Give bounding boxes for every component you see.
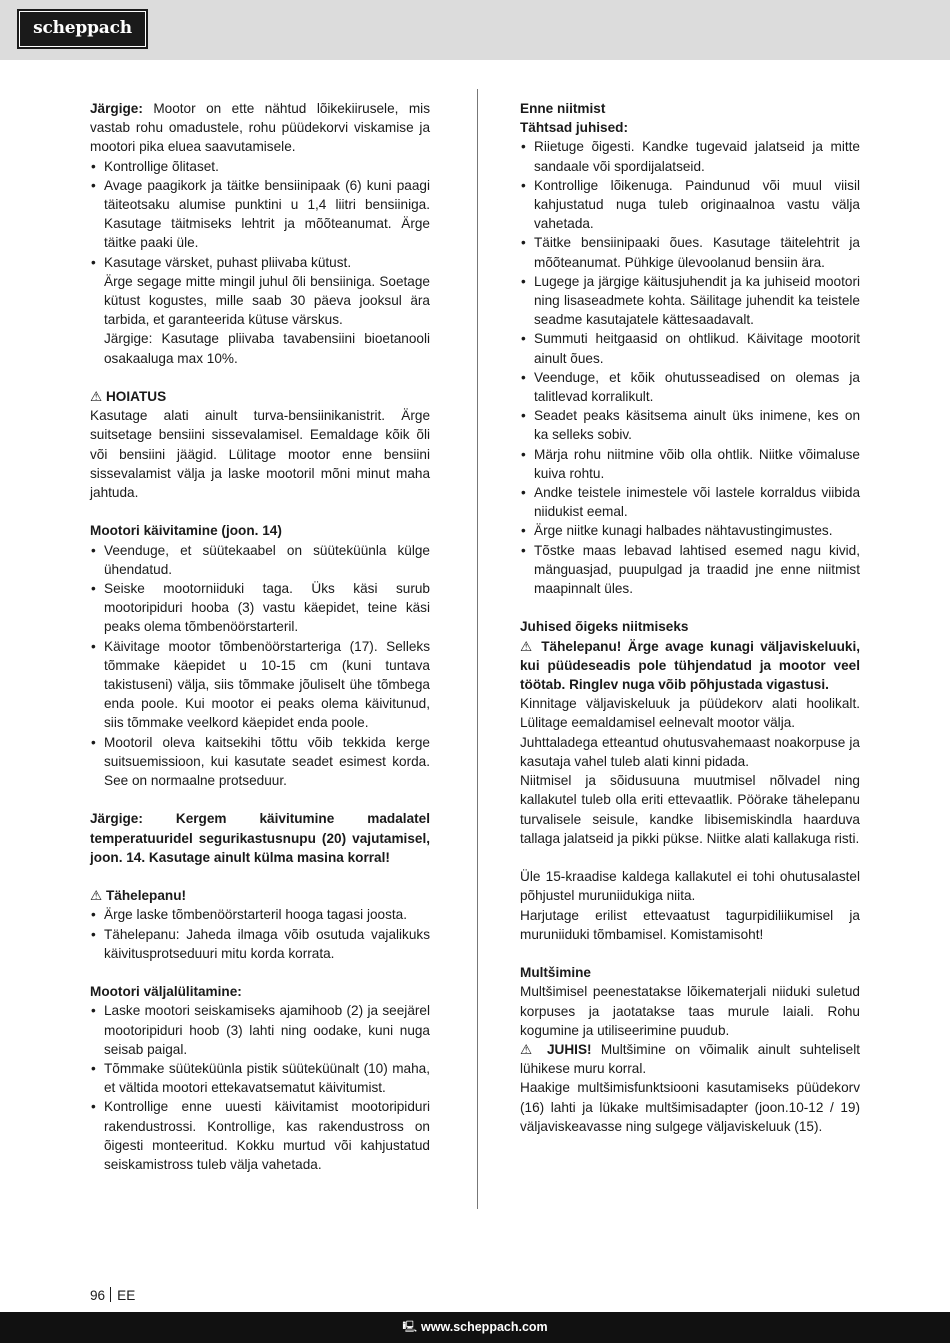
important-list bbox=[520, 137, 860, 598]
list-item: • Tõstke maas lebavad lahtised esemed nagu kivid, mänguasjad, puupulgad ja traadid jne enne niitmist maapinnalt üles. bbox=[520, 541, 860, 599]
footer-bar bbox=[0, 1312, 950, 1343]
list-item: • Tõmmake süüteküünla pistik süüteküünalt (10) maha, et vältida mootori ettekavatsematut käivitumist. bbox=[90, 1059, 430, 1097]
intro-paragraph bbox=[90, 99, 430, 157]
list-item: • Kontrollige lõikenuga. Paindunud või muul viisil kahjustatud nuga tuleb originaalnoa vastu välja vahetada. bbox=[520, 176, 860, 234]
list-item: • Täitke bensiinipaaki õues. Kasutage täitelehtrit ja mõõteanumat. Pühkige ülevoolanud bensiin ära. bbox=[520, 233, 860, 271]
right-column bbox=[520, 99, 860, 1136]
list-item: • Laske mootori seiskamiseks ajamihoob (2) ja seejärel mootoripiduri hoob (3) lahti ning oodake, kuni nuga seisab paigal. bbox=[90, 1001, 430, 1059]
mulching-note: ⚠ JUHIS! Multšimine on võimalik ainult suhteliselt lühikese muru korral. bbox=[520, 1041, 861, 1077]
list-item: • Lugege ja järgige käitusjuhendit ja ka juhiseid mootori ning lisaseadmete kohta. Säilitage juhendit ka teistele seadme kasutajatele kättesaadavalt. bbox=[520, 272, 860, 330]
warning-icon: ⚠ bbox=[90, 888, 103, 904]
intro-text: Mootor on ette nähtud lõikekiirusele, mis vastab rohu omadustele, rohu püüdekorvi viskamise ja mootori pika eluea saavutamisele. bbox=[90, 101, 430, 155]
list-item: • Tähelepanu: Jaheda ilmaga võib osutuda vajalikuks käivitusprotseduuri mitu korda korrata. bbox=[90, 925, 430, 963]
list-item: • Veenduge, et kõik ohutusseadised on olemas ja talitlevad korralikult. bbox=[520, 368, 860, 406]
list-item: • Andke teistele inimestele või lastele korraldus viibida niidukist eemal. bbox=[520, 483, 860, 521]
fuel-continuation: Ärge segage mitte mingil juhul õli bensiiniga. Soetage kütust kogustes, mille saab 30 päeva jooksul ära tarbida, et garanteerida kütuse värskus. bbox=[104, 273, 430, 328]
mowing-paragraph-2: Juhttaladega etteantud ohutusvahemaast noakorpuse ja kasutaja vahel tuleb alati kinni pidada. bbox=[520, 734, 860, 769]
language-code: EE bbox=[117, 1288, 136, 1303]
list-item: • Kasutage värsket, puhast pliivaba kütust. bbox=[90, 253, 430, 272]
list-item: • Avage paagikork ja täitke bensiinipaak (6) kuni paagi täiteotsaku alumise punktini u 1,4 liitri bensiiniga. Kasutage täitmiseks lehtrit ja mõõteanumat. Ärge täitke paaki üle. bbox=[90, 176, 430, 253]
before-mowing-heading: Enne niitmist bbox=[520, 101, 606, 116]
mulching-paragraph-1: Multšimisel peenestatakse lõikematerjali niiduki suletud korpuses ja jaotatakse taas murule laiali. Rohu kogumine ja utiliseerimine puudub. bbox=[520, 984, 860, 1038]
warning-icon: ⚠ bbox=[90, 389, 103, 405]
left-column bbox=[90, 99, 430, 1174]
list-item: • Summuti heitgaasid on ohtlikud. Käivitage mootorit ainult õues. bbox=[520, 329, 860, 367]
fuel-ethanol-note: Järgige: Kasutage pliivaba tavabensiini bioetanooli osakaaluga max 10%. bbox=[104, 331, 430, 366]
list-item: • Käivitage mootor tõmbenöörstarteriga (17). Selleks tõmmake käepidet u 10-15 cm (kuni tuntava takistuseni) välja, siis tõmmake jõuliselt ühe tõmbega enda poole. Kui mootor ei peaks olema käivitunud, siis tõmmake veelkord käepidet enda poole. bbox=[90, 637, 430, 733]
list-item: • Riietuge õigesti. Kandke tugevaid jalatseid ja mitte sandaale või spordijalatseid. bbox=[520, 137, 860, 175]
mulching-heading: Multšimine bbox=[520, 965, 591, 981]
list-item: • Ärge niitke kunagi halbades nähtavustingimustes. bbox=[520, 521, 860, 540]
list-item: • Seiske mootorniiduki taga. Üks käsi surub mootoripiduri hooba (3) vastu käepidet, teine käsi peaks olema tõmbenöörstarteril. bbox=[90, 579, 430, 637]
stop-list bbox=[90, 1001, 430, 1174]
list-item: • Kontrollige õlitaset. bbox=[90, 157, 430, 176]
mowing-paragraph-3: Niitmisel ja sõidusuuna muutmisel nõlvadel ning kallakutel tuleb olla eriti ettevaatlik. Pöörake tähelepanu turvalisele seisule, kandke libisemiskindla haarduva tallaga jalatseid ja pikki pükse. Niitke alati kallakuga risti. bbox=[520, 773, 860, 846]
warning-icon: ⚠ bbox=[520, 1041, 538, 1057]
slope-paragraph-2: Harjutage erilist ettevaatust tagurpidiliikumisel ja muruniiduki tõmbamisel. Komistamisoht! bbox=[520, 907, 860, 942]
attention-heading: ⚠ Tähelepanu! bbox=[90, 888, 187, 904]
column-divider bbox=[477, 89, 478, 1209]
list-item: • Kontrollige enne uuesti käivitamist mootoripiduri rakendustrossi. Kontrollige, kas rakendustross on õigesti monteeritud. Kokku murtud või kahjustatud seiskamistross tuleb välja vahetada. bbox=[90, 1097, 430, 1174]
warning-text: Kasutage alati ainult turva-bensiinikanistrit. Ärge suitsetage bensiini sissevalamisel. Eemaldage kõik õli või bensiini jäägid. Lülitage mootor enne bensiini sissevalamist välja ja laske mootoril mõni minut maha jahtuda. bbox=[90, 408, 430, 501]
slope-paragraph-1: Üle 15-kraadise kaldega kallakutel ei tohi ohutusalastel põhjustel muruniidukiga niita. bbox=[520, 869, 860, 904]
list-item: • Veenduge, et süütekaabel on süüteküünla külge ühendatud. bbox=[90, 541, 430, 579]
page-number: 96 bbox=[90, 1288, 106, 1303]
list-item: • Mootoril oleva kaitsekihi tõttu võib tekkida kerge suitsuemissioon, kui kasutate seadet esimest korda. See on normaalne protseduur. bbox=[90, 733, 430, 791]
attention-list bbox=[90, 905, 430, 963]
website-link[interactable]: www.scheppach.com bbox=[421, 1319, 548, 1334]
intro-lead: Järgige: bbox=[90, 101, 143, 116]
warning-icon: ⚠ bbox=[520, 638, 535, 654]
warning-heading: ⚠ HOIATUS bbox=[90, 389, 167, 405]
monitor-icon: 🖳 bbox=[402, 1320, 418, 1333]
page-footer-label bbox=[90, 1286, 135, 1305]
stop-heading: Mootori väljalülitamine: bbox=[90, 984, 242, 1000]
fuel-list bbox=[90, 157, 430, 272]
mulching-paragraph-2: Haakige multšimisfunktsiooni kasutamiseks püüdekorv (16) lahti ja lükake multšimisadapter (joon.10-12 / 19) väljaviskeavasse ning sulgege väljaviskeluuk (15). bbox=[520, 1080, 860, 1134]
cold-start-note: Järgige: Kergem käivitumine madalatel temperatuuridel segurikastusnupu (20) vajutamisel, joon. 14. Kasutage ainult külma masina korral! bbox=[90, 811, 430, 865]
list-item: • Ärge laske tõmbenöörstarteril hooga tagasi joosta. bbox=[90, 905, 430, 924]
list-item: • Märja rohu niitmine võib olla ohtlik. Niitke võimaluse kuiva rohtu. bbox=[520, 445, 860, 483]
mowing-paragraph-1: Kinnitage väljaviskeluuk ja püüdekorv alati hoolikalt. Lülitage eemaldamisel eelnevalt mootor välja. bbox=[520, 696, 860, 731]
mowing-warning: ⚠ Tähelepanu! Ärge avage kunagi väljaviskeluuki, kui püüdeseadis pole tühjendatud ja mootor veel töötab. Ringlev nuga võib põhjustada vigastusi. bbox=[520, 638, 861, 693]
start-heading: Mootori käivitamine (joon. 14) bbox=[90, 523, 282, 539]
important-heading: Tähtsad juhised: bbox=[520, 120, 629, 136]
mowing-heading: Juhised õigeks niitmiseks bbox=[520, 619, 689, 635]
list-item: • Seadet peaks käsitsema ainult üks inimene, kes on ka selleks sobiv. bbox=[520, 406, 860, 444]
start-list bbox=[90, 541, 430, 791]
brand-logo: scheppach bbox=[19, 11, 146, 47]
